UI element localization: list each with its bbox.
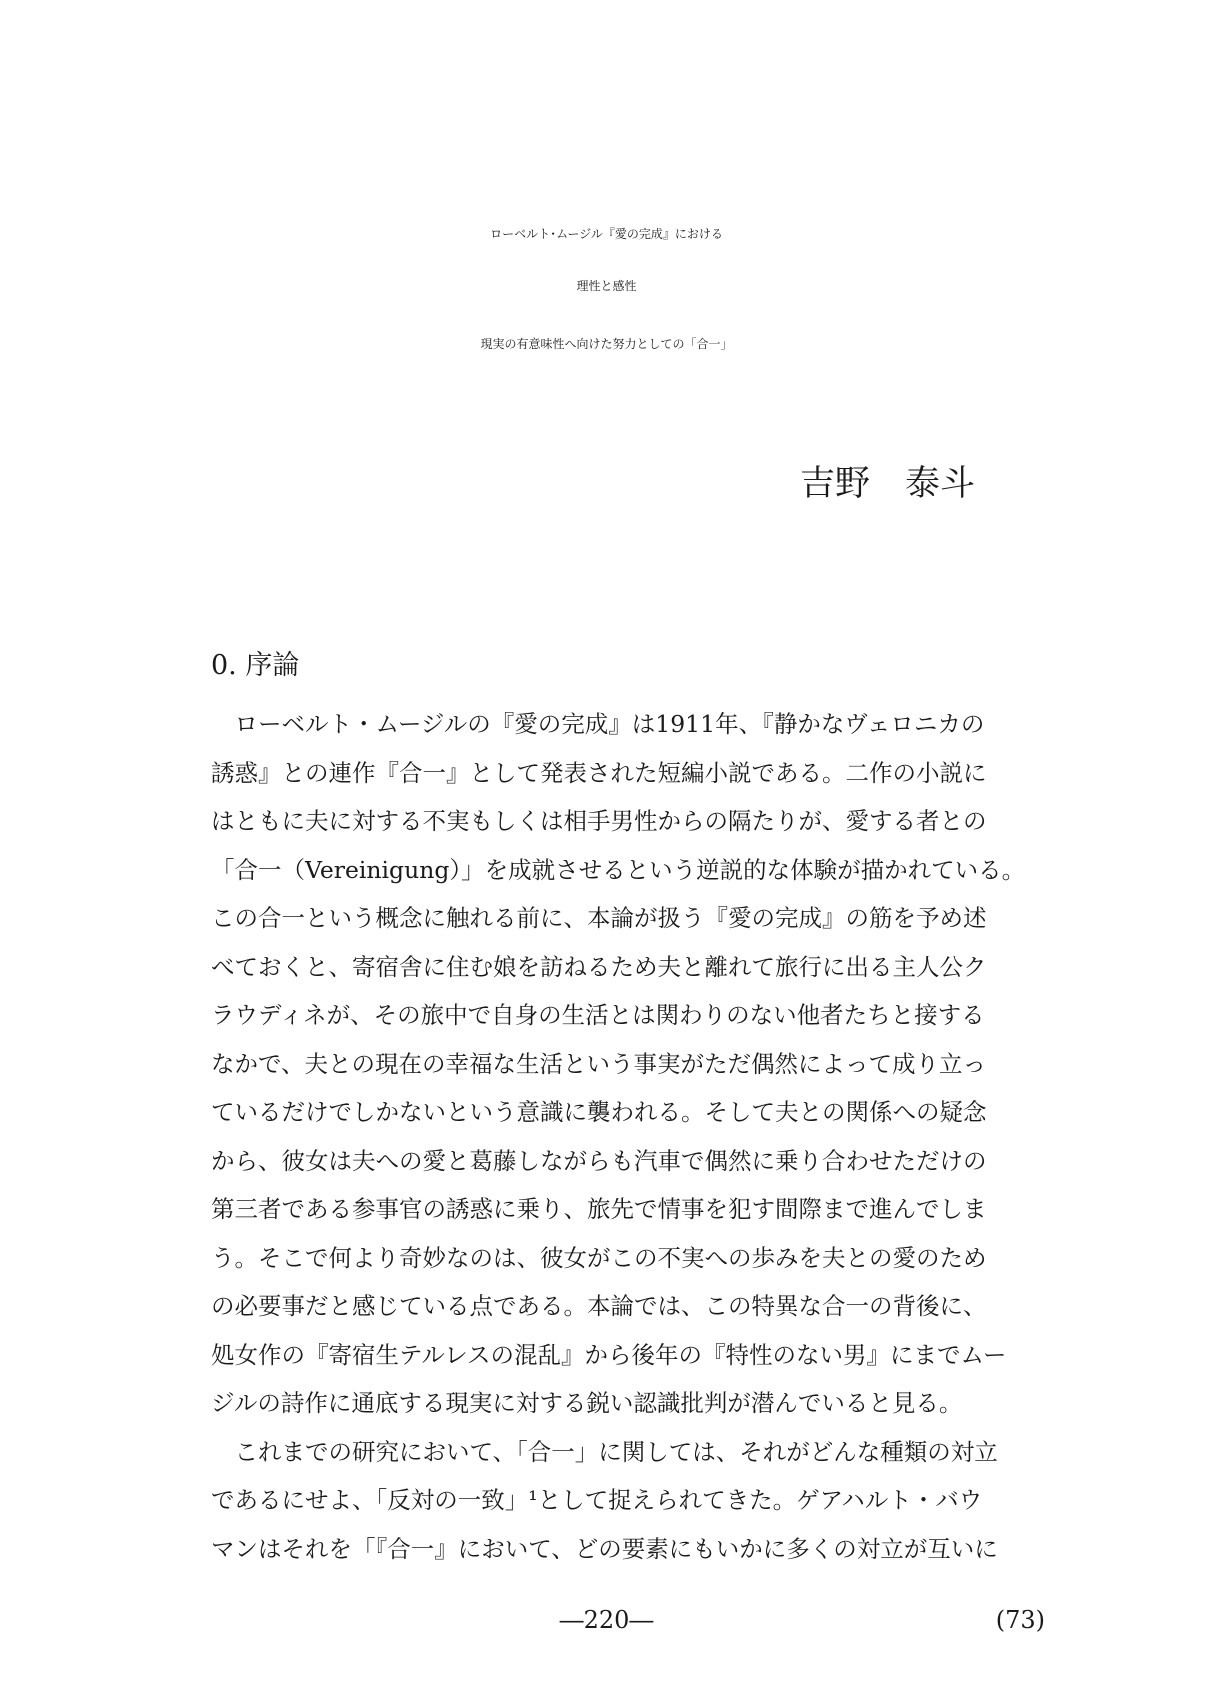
body-line: なかで、夫との現在の幸福な生活という事実がただ偶然によって成り立っ	[211, 1049, 987, 1078]
body-line: はともに夫に対する不実もしくは相手男性からの隔たりが、愛する者との	[211, 807, 987, 835]
body-line: であるにせよ、「反対の一致」¹として捉えられてきた。ゲアハルト・バウ	[211, 1486, 983, 1514]
body-line: 処女作の『寄宿生テルレスの混乱』から後年の『特性のない男』にまでムー	[211, 1340, 1007, 1369]
body-line: マンはそれを「『合一』において、どの要素にもいかに多くの対立が互いに	[211, 1534, 998, 1563]
author-name: 吉野 泰斗	[799, 464, 975, 504]
body-line: 「合一（Vereinigung）」を成就させるという逆説的な体験が描かれている。	[211, 855, 1026, 884]
body-line: 誘惑』との連作『合一』として発表された短編小説である。二作の小説に	[211, 758, 987, 787]
body-line: ラウディネが、その旅中で自身の生活とは関わりのない他者たちと接する	[211, 1001, 985, 1029]
page-number-alt: (73)	[995, 1606, 1045, 1634]
body-line: 第三者である参事官の誘惑に乗り、旅先で情事を犯す間際まで進んでしま	[211, 1195, 987, 1223]
body-line: この合一という概念に触れる前に、本論が扱う『愛の完成』の筋を予め述	[211, 904, 987, 932]
body-line: ジルの詩作に通底する現実に対する鋭い認識批判が潜んでいると見る。	[211, 1389, 963, 1417]
body-line: ているだけでしかないという意識に襲われる。そして夫との関係への疑念	[211, 1098, 987, 1126]
body-line: から、彼女は夫への愛と葛藤しながらも汽車で偶然に乗り合わせただけの	[211, 1146, 987, 1175]
body-line: ローベルト・ムージルの『愛の完成』は1911年、『静かなヴェロニカの	[211, 710, 985, 738]
title-block	[0, 208, 1213, 362]
paper-title-line-2: 理性と感性	[576, 279, 637, 293]
paper-title-line-1: ローベルト･ムージル『愛の完成』における	[490, 227, 723, 241]
body-line: の必要事だと感じている点である。本論では、この特異な合一の背後に、	[211, 1292, 987, 1320]
body-line: べておくと、寄宿舎に住む娘を訪ねるため夫と離れて旅行に出る主人公ク	[211, 952, 987, 981]
body-text	[211, 700, 1043, 1573]
paper-subtitle: 現実の有意味性へ向けた努力としての「合一」	[480, 337, 733, 351]
body-line: これまでの研究において、「合一」に関しては、それがどんな種類の対立	[211, 1437, 998, 1466]
body-line: う。そこで何より奇妙なのは、彼女がこの不実への歩みを夫との愛のため	[211, 1243, 987, 1272]
page-number: ―220―	[559, 1606, 654, 1634]
section-heading: 0. 序論	[211, 650, 300, 681]
page-footer	[0, 1600, 1213, 1640]
